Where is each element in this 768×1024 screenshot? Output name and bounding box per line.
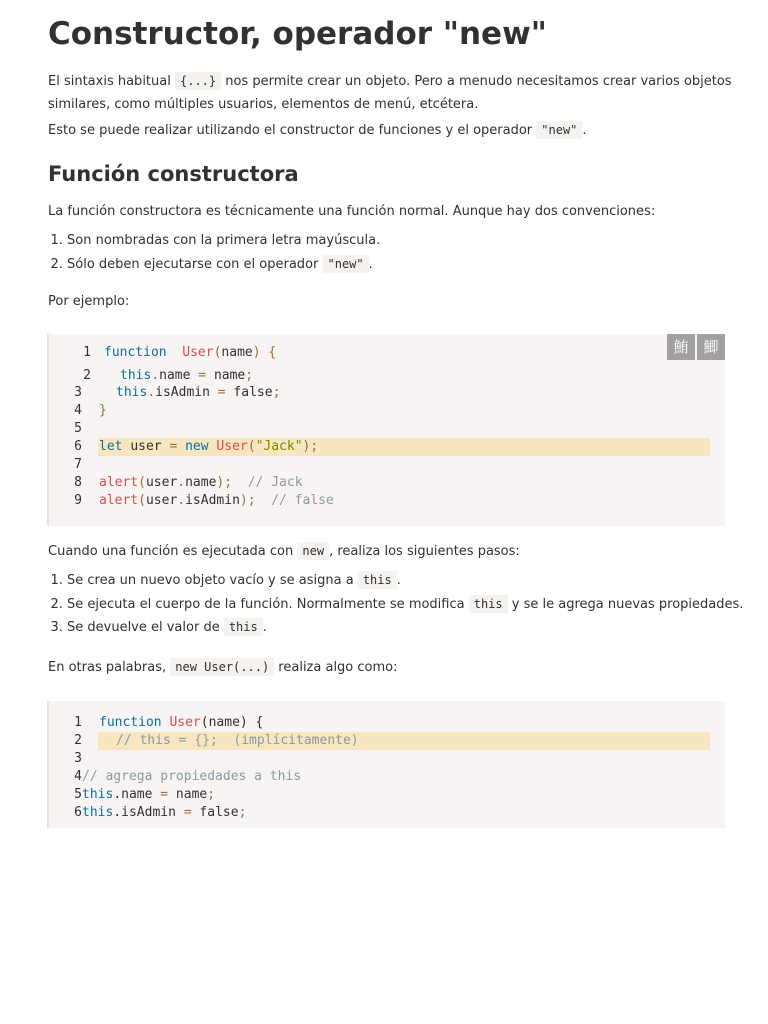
- line-number: 6: [74, 439, 82, 454]
- code-line: [49, 768, 725, 786]
- text: .: [262, 620, 267, 635]
- code-text: this.isAdmin = false;: [116, 385, 281, 400]
- line-number: 8: [74, 475, 82, 490]
- line-number: 9: [74, 493, 82, 508]
- text: Esto se puede realizar utilizando el constructor de funciones y el operador: [48, 123, 537, 138]
- code-text: // this = {}; (implícitamente): [116, 733, 359, 748]
- code-text: function User(name) {: [99, 715, 264, 730]
- intro-paragraph-1: [48, 70, 732, 116]
- line-number: 5: [74, 787, 82, 802]
- code-text: this.isAdmin = false;: [82, 805, 247, 820]
- text: similares, como múltiples usuarios, elementos de menú, etcétera.: [48, 97, 479, 112]
- inline-code: "new": [536, 121, 582, 139]
- code-block-example: [47, 334, 725, 526]
- code-line: [49, 367, 725, 385]
- line-number: 1: [83, 345, 91, 360]
- code-line: [49, 344, 725, 362]
- code-text: }: [99, 403, 107, 418]
- text: Se devuelve el valor de: [67, 620, 224, 635]
- line-number: 6: [74, 805, 82, 820]
- page-title: Constructor, operador "new": [48, 16, 547, 52]
- code-line: [49, 786, 725, 804]
- otras-paragraph: [48, 656, 398, 679]
- steps-intro: [48, 540, 520, 563]
- inline-code: {...}: [175, 72, 221, 90]
- code-line: [49, 420, 725, 438]
- code-text: this.name = name;: [120, 368, 254, 383]
- code-block-pseudocode: [47, 701, 725, 828]
- section-heading: Función constructora: [48, 162, 299, 186]
- code-text: let user = new User("Jack");: [99, 439, 319, 454]
- code-text: function User(name) {: [104, 345, 277, 360]
- inline-code: new User(...): [170, 658, 274, 676]
- text: En otras palabras,: [48, 660, 171, 675]
- text: realiza algo como:: [274, 660, 398, 675]
- text: .: [368, 256, 373, 272]
- inline-code: this: [469, 595, 508, 613]
- code-line: [49, 750, 725, 768]
- code-text: // agrega propiedades a this: [82, 769, 302, 784]
- line-number: 5: [74, 421, 82, 436]
- example-label: Por ejemplo:: [48, 294, 130, 309]
- run-code-button[interactable]: 鮪: [667, 334, 695, 360]
- text: nos permite crear un objeto. Pero a menudo necesitamos crear varios objetos: [221, 74, 732, 89]
- text: El sintaxis habitual: [48, 74, 175, 89]
- code-text: alert(user.isAdmin); // false: [99, 493, 334, 508]
- text: Se ejecuta el cuerpo de la función. Normalmente se modifica: [67, 596, 469, 612]
- line-number: 3: [74, 751, 82, 766]
- line-number: 1: [74, 715, 82, 730]
- line-number: 4: [74, 403, 82, 418]
- section-paragraph: La función constructora es técnicamente una función normal. Aunque hay dos convenciones:: [48, 204, 656, 219]
- code-text: alert(user.name); // Jack: [99, 475, 303, 490]
- code-line: [49, 456, 725, 474]
- text: , realiza los siguientes pasos:: [329, 544, 520, 559]
- line-number: 7: [74, 457, 82, 472]
- line-number: 2: [83, 368, 91, 383]
- code-line: [49, 438, 725, 456]
- line-number: 4: [74, 769, 82, 784]
- code-line: [49, 402, 725, 420]
- line-number: 3: [74, 385, 82, 400]
- steps-list: [48, 569, 743, 640]
- code-line: [49, 384, 725, 402]
- list-item: 1. Son nombradas con la primera letra mayúscula.: [67, 229, 380, 253]
- inline-code: this: [358, 571, 397, 589]
- code-text: this.name = name;: [82, 787, 216, 802]
- intro-paragraph-2: [48, 119, 587, 142]
- inline-code: this: [224, 618, 263, 636]
- code-line: [49, 714, 725, 732]
- text: y se le agrega nuevas propiedades.: [507, 596, 744, 612]
- text: Se crea un nuevo objeto vacío y se asigna a: [67, 573, 358, 588]
- inline-code: "new": [323, 255, 369, 273]
- list-item: [67, 616, 743, 640]
- code-line: [49, 492, 725, 510]
- conventions-list: [48, 229, 380, 276]
- list-item: [67, 569, 743, 593]
- line-number: 2: [74, 733, 82, 748]
- inline-code: new: [297, 542, 329, 560]
- text: .: [396, 573, 401, 588]
- code-line: [49, 804, 725, 822]
- code-line: [49, 474, 725, 492]
- text: Sólo deben ejecutarse con el operador: [67, 256, 323, 272]
- code-line: [49, 732, 725, 750]
- list-item: [67, 253, 380, 277]
- list-item: [67, 593, 743, 617]
- text: .: [582, 123, 587, 138]
- text: Cuando una función es ejecutada con: [48, 544, 298, 559]
- open-sandbox-button[interactable]: 鯽: [697, 334, 725, 360]
